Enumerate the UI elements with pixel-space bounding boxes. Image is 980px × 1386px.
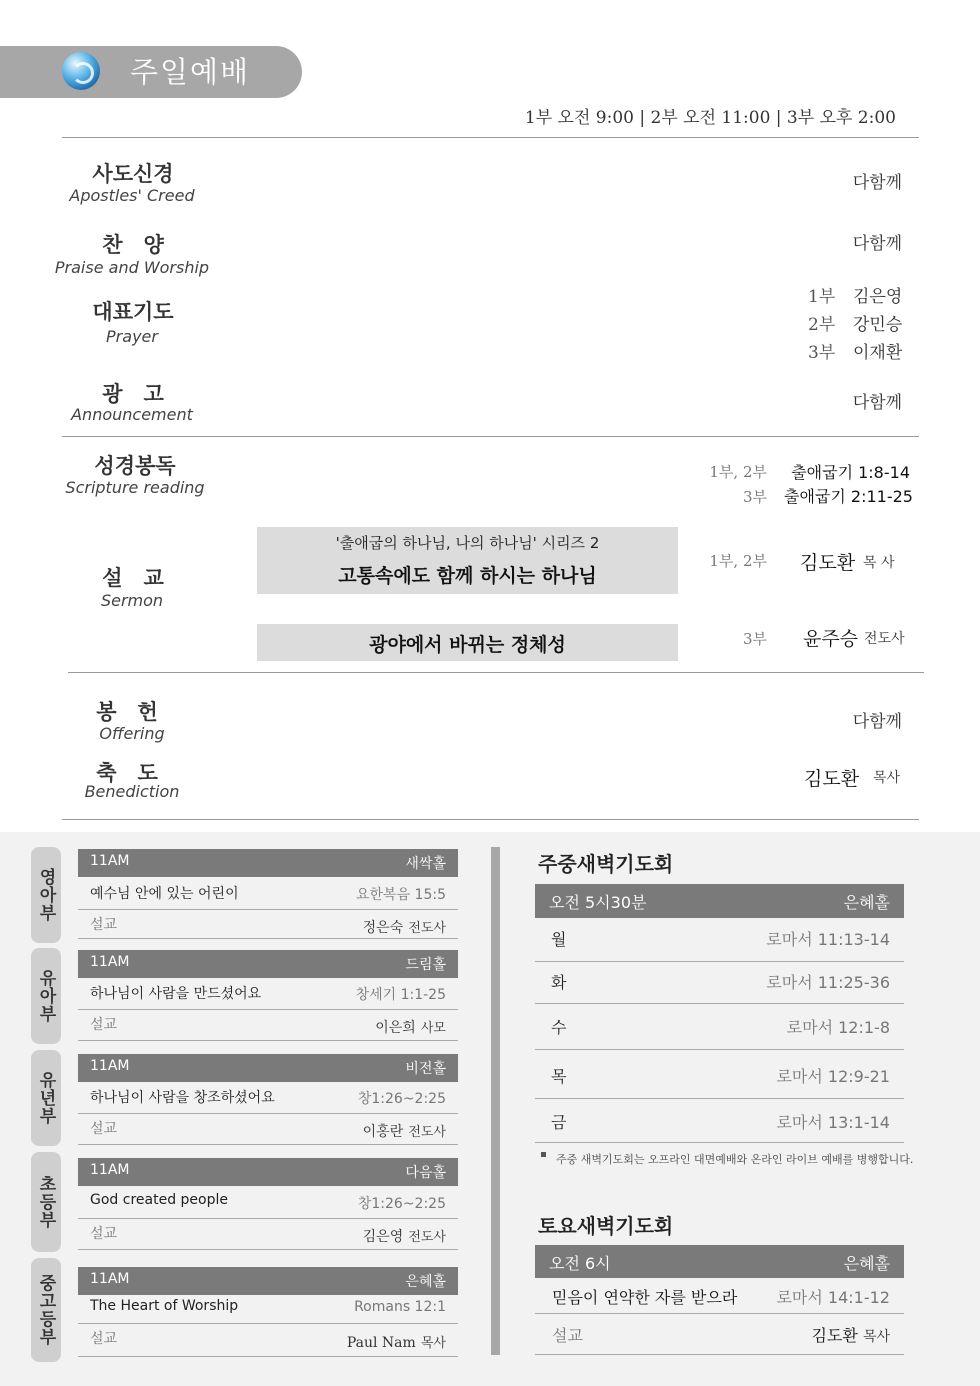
dept-time: 11AM xyxy=(90,1162,130,1178)
saturday-prayer-hall: 은혜홀 xyxy=(843,1254,890,1273)
prayer-en: Prayer xyxy=(106,327,158,346)
dept-time: 11AM xyxy=(90,1058,130,1074)
saturday-speaker-line xyxy=(811,1323,890,1346)
scripture-ko: 성경봉독 xyxy=(94,454,176,478)
dept-role: 전도사 xyxy=(408,921,446,936)
dept-bar xyxy=(78,849,458,877)
sermon-service-1: 1부, 2부 xyxy=(709,552,767,570)
scripture-en: Scripture reading xyxy=(65,478,205,497)
divider xyxy=(62,137,919,138)
scripture-service-2: 3부 xyxy=(742,488,767,506)
day-label: 화 xyxy=(551,973,567,992)
saturday-prayer-title: 믿음이 연약한 자를 받으라 xyxy=(552,1288,738,1307)
prayer-ko: 대표기도 xyxy=(92,300,174,324)
sermon-preacher-1: 김도환 xyxy=(800,552,856,574)
bullet-icon xyxy=(541,1152,546,1157)
dept-time: 11AM xyxy=(90,853,130,869)
offering-who: 다함께 xyxy=(852,712,902,732)
divider xyxy=(535,1313,904,1314)
dept-speaker-line xyxy=(363,917,446,937)
divider xyxy=(535,1003,904,1004)
benediction-name: 김도환 xyxy=(804,768,860,790)
scripture-service-1: 1부, 2부 xyxy=(709,463,767,481)
dept-hall: 은혜홀 xyxy=(405,1274,446,1290)
dept-tab-toddler: 유아부 xyxy=(31,948,61,1044)
dept-role: 사모 xyxy=(420,1021,446,1036)
weekday-prayer-time: 오전 5시30분 xyxy=(549,893,647,912)
benediction-ko: 축 도 xyxy=(96,761,158,785)
divider xyxy=(535,1098,904,1099)
dept-sermon-label: 설교 xyxy=(90,917,118,933)
sermon-title-1: 고통속에도 함께 하시는 하나님 xyxy=(338,565,597,587)
day-ref: 로마서 12:9-21 xyxy=(776,1067,890,1086)
divider xyxy=(78,1144,458,1145)
saturday-prayer-time: 오전 6시 xyxy=(549,1254,611,1273)
divider xyxy=(535,1142,904,1143)
dept-bar xyxy=(78,1054,458,1082)
dept-speaker-line xyxy=(363,1121,446,1141)
divider xyxy=(78,1009,458,1010)
prayer-service-1: 1부 xyxy=(808,287,836,307)
sermon-title-2: 광야에서 바뀌는 정체성 xyxy=(369,634,566,656)
dept-title: The Heart of Worship xyxy=(90,1298,239,1314)
dept-hall: 다음홀 xyxy=(405,1165,446,1181)
day-label: 수 xyxy=(551,1018,567,1037)
dept-ref: 창1:26~2:25 xyxy=(357,1091,446,1107)
apostles-creed-who: 다함께 xyxy=(852,173,902,193)
saturday-prayer-bar xyxy=(535,1245,904,1278)
dept-ref: Romans 12:1 xyxy=(354,1299,446,1315)
weekday-prayer-heading: 주중새벽기도회 xyxy=(538,852,674,876)
dept-bar xyxy=(78,950,458,978)
dept-tab-kinder: 유년부 xyxy=(31,1050,61,1146)
sermon-series: '출애굽의 하나님, 나의 하나님' 시리즈 2 xyxy=(335,534,600,552)
dept-tab-elementary: 초등부 xyxy=(31,1152,61,1252)
dept-role: 전도사 xyxy=(408,1125,446,1140)
divider xyxy=(78,938,458,939)
dept-title: 하나님이 사람을 만드셨어요 xyxy=(90,986,262,1002)
weekday-prayer-hall: 은혜홀 xyxy=(843,893,890,912)
dept-speaker: Paul Nam xyxy=(346,1335,416,1351)
dept-bar xyxy=(78,1267,458,1295)
dept-tab-youth: 중고등부 xyxy=(31,1258,61,1362)
dept-sermon-label: 설교 xyxy=(90,1121,118,1137)
divider xyxy=(535,961,904,962)
weekday-prayer-bar xyxy=(535,884,904,918)
sermon-role-1: 목 사 xyxy=(863,555,895,571)
dept-ref: 요한복음 15:5 xyxy=(356,887,446,903)
dept-role: 전도사 xyxy=(408,1230,446,1245)
dept-speaker-line xyxy=(347,1332,446,1351)
dept-speaker: 이은희 xyxy=(375,1020,416,1036)
dept-ref: 창세기 1:1-25 xyxy=(355,987,446,1003)
day-label: 목 xyxy=(551,1067,567,1086)
divider xyxy=(62,436,919,437)
prayer-leader-3: 이재환 xyxy=(853,343,903,363)
divider xyxy=(78,1249,458,1250)
sermon-preacher-2: 윤주승 xyxy=(803,628,859,650)
dept-time: 11AM xyxy=(90,1271,130,1287)
prayer-leader-1: 김은영 xyxy=(853,287,903,307)
dept-speaker-line xyxy=(363,1226,446,1246)
church-logo-icon xyxy=(62,52,100,90)
dept-hall: 드림홀 xyxy=(405,957,446,973)
prayer-service-2: 2부 xyxy=(808,315,836,335)
dept-title: 예수님 안에 있는 어린이 xyxy=(90,886,239,902)
divider xyxy=(78,909,458,910)
day-ref: 로마서 11:13-14 xyxy=(766,930,890,949)
dept-speaker: 김은영 xyxy=(362,1229,404,1245)
offering-ko: 봉 헌 xyxy=(96,700,158,724)
dept-sermon-label: 설교 xyxy=(90,1017,118,1033)
sermon-ko: 설 교 xyxy=(102,566,164,590)
divider xyxy=(68,672,924,673)
saturday-prayer-heading: 토요새벽기도회 xyxy=(538,1214,674,1238)
announcement-en: Announcement xyxy=(71,405,193,424)
dept-title: God created people xyxy=(90,1192,228,1208)
day-label: 금 xyxy=(551,1113,567,1132)
weekday-prayer-note: 주중 새벽기도회는 오프라인 대면예배와 온라인 라이브 예배를 병행합니다. xyxy=(556,1153,914,1166)
apostles-creed-en: Apostles' Creed xyxy=(69,186,195,205)
praise-ko: 찬 양 xyxy=(102,233,164,257)
day-ref: 로마서 12:1-8 xyxy=(786,1018,890,1037)
prayer-service-3: 3부 xyxy=(808,343,836,363)
saturday-prayer-ref: 로마서 14:1-12 xyxy=(776,1288,890,1307)
dept-speaker: 정은숙 xyxy=(362,920,404,936)
offering-en: Offering xyxy=(99,724,165,743)
scripture-ref-2: 출애굽기 2:11-25 xyxy=(784,487,913,506)
dept-hall: 새싹홀 xyxy=(405,856,446,872)
saturday-role: 목사 xyxy=(862,1329,890,1345)
saturday-speaker: 김도환 xyxy=(811,1326,858,1345)
divider xyxy=(78,1113,458,1114)
praise-en: Praise and Worship xyxy=(54,258,210,277)
dept-ref: 창1:26~2:25 xyxy=(357,1196,446,1212)
prayer-leader-2: 강민승 xyxy=(853,315,903,335)
dept-sermon-label: 설교 xyxy=(90,1331,118,1347)
service-times: 1부 오전 9:00 | 2부 오전 11:00 | 3부 오후 2:00 xyxy=(524,108,896,128)
sermon-service-2: 3부 xyxy=(742,630,767,648)
dept-speaker-line xyxy=(375,1017,446,1037)
scripture-ref-1: 출애굽기 1:8-14 xyxy=(791,463,910,482)
dept-hall: 비전홀 xyxy=(405,1061,446,1077)
dept-role: 목사 xyxy=(420,1336,446,1351)
praise-who: 다함께 xyxy=(852,234,902,254)
announcement-who: 다함께 xyxy=(852,393,902,413)
apostles-creed-ko: 사도신경 xyxy=(92,162,174,186)
dept-time: 11AM xyxy=(90,954,130,970)
divider xyxy=(78,1218,458,1219)
dept-sermon-label: 설교 xyxy=(90,1226,118,1242)
dept-tab-infant: 영아부 xyxy=(31,847,61,943)
benediction-en: Benediction xyxy=(84,782,180,801)
divider xyxy=(535,1354,904,1355)
column-divider xyxy=(491,847,500,1355)
dept-title: 하나님이 사람을 창조하셨어요 xyxy=(90,1090,275,1106)
divider xyxy=(78,1356,458,1357)
divider xyxy=(78,1040,458,1041)
dept-speaker: 이홍란 xyxy=(362,1124,404,1140)
divider xyxy=(62,819,919,820)
saturday-sermon-label: 설교 xyxy=(552,1326,583,1345)
day-label: 월 xyxy=(551,930,567,949)
page-title: 주일예배 xyxy=(130,55,251,89)
divider xyxy=(78,1323,458,1324)
announcement-ko: 광 고 xyxy=(102,382,164,406)
benediction-role: 목사 xyxy=(873,770,901,786)
day-ref: 로마서 13:1-14 xyxy=(776,1113,890,1132)
sermon-en: Sermon xyxy=(100,591,164,610)
divider xyxy=(535,1049,904,1050)
day-ref: 로마서 11:25-36 xyxy=(766,973,890,992)
sermon-role-2: 전도사 xyxy=(864,631,905,647)
dept-bar xyxy=(78,1158,458,1186)
